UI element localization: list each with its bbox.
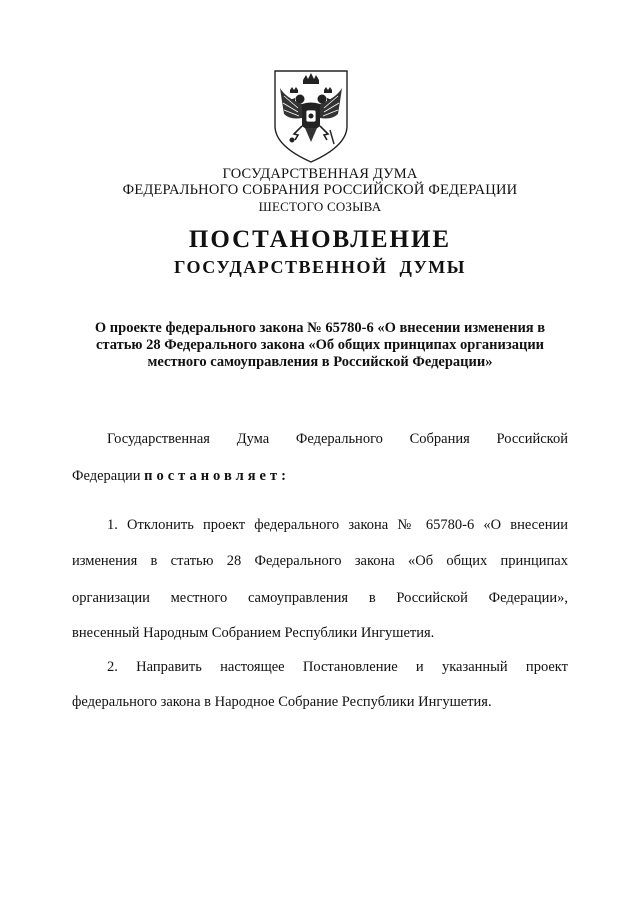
subject-line-2: статью 28 Федерального закона «Об общих принципах организации bbox=[95, 337, 545, 353]
item-1-line-4: внесенный Народным Собранием Республики Ингушетия. bbox=[72, 625, 435, 641]
resolution-verb: постановляет: bbox=[144, 468, 290, 484]
convocation-line: ШЕСТОГО СОЗЫВА bbox=[258, 199, 382, 214]
preamble-line-2-prefix: Федерации bbox=[72, 468, 141, 484]
russian-coat-of-arms-icon bbox=[272, 68, 350, 164]
document-issuer-heading: ГОСУДАРСТВЕННОЙ ДУМЫ bbox=[174, 257, 466, 277]
document-type-heading: ПОСТАНОВЛЕНИЕ bbox=[188, 226, 452, 253]
subject-line-3: местного самоуправления в Российской Федерации» bbox=[147, 354, 493, 370]
item-2-line-2: федерального закона в Народное Собрание Республики Ингушетия. bbox=[72, 694, 492, 710]
item-1-line-1: 1. Отклонить проект федерального закона № 65780-6 «О внесении bbox=[107, 517, 568, 533]
item-2-line-1: 2. Направить настоящее Постановление и указанный проект bbox=[107, 659, 568, 675]
preamble-line-1: Государственная Дума Федерального Собрания Российской bbox=[107, 431, 568, 447]
org-name-line-1: ГОСУДАРСТВЕННАЯ ДУМА bbox=[222, 166, 418, 182]
item-1-line-2: изменения в статью 28 Федерального закона «Об общих принципах bbox=[72, 553, 568, 569]
item-1-line-3: организации местного самоуправления в Российской Федерации», bbox=[72, 590, 568, 606]
org-name-line-2: ФЕДЕРАЛЬНОГО СОБРАНИЯ РОССИЙСКОЙ ФЕДЕРАЦИИ bbox=[122, 182, 518, 198]
preamble-line-2 bbox=[72, 467, 568, 485]
subject-line-1: О проекте федерального закона № 65780-6 «О внесении изменения в bbox=[94, 320, 546, 336]
